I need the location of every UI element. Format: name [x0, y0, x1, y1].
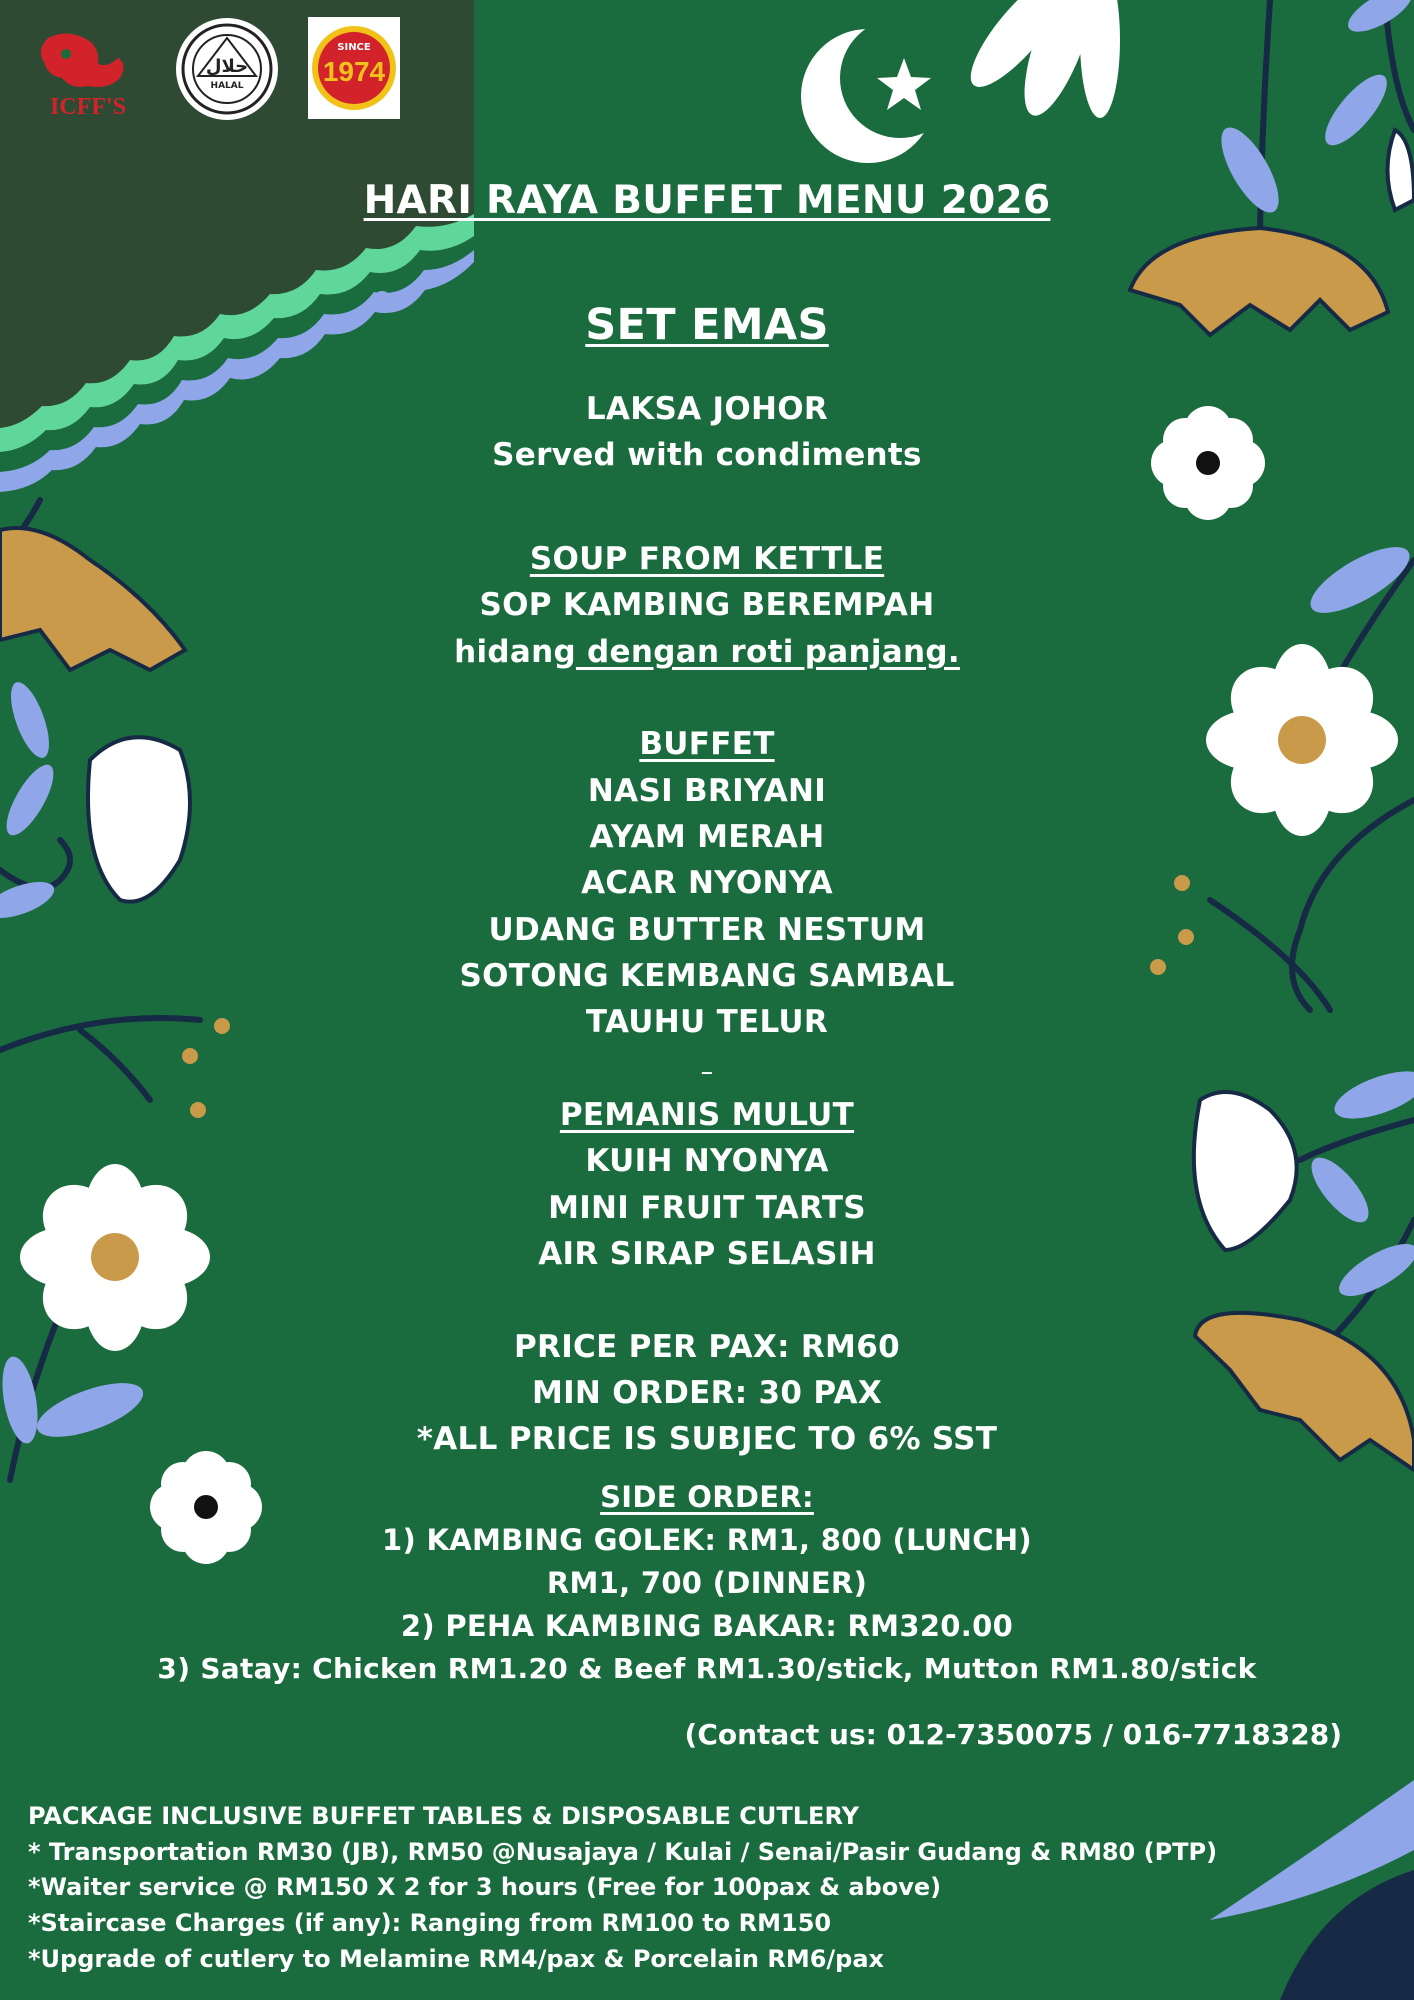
since-logo-year: 1974 — [322, 56, 386, 87]
buffet-separator: _ — [701, 1050, 713, 1074]
contact-info: (Contact us: 012-7350075 / 016-7718328) — [684, 1718, 1342, 1751]
buffet-item: SOTONG KEMBANG SAMBAL — [459, 958, 955, 994]
package-note: *Upgrade of cutlery to Melamine RM4/pax & Porcelain RM6/pax — [28, 1945, 885, 1973]
package-note: *Staircase Charges (if any): Ranging from RM100 to RM150 — [28, 1909, 832, 1937]
halal-logo-arabic: حلال — [205, 56, 249, 77]
icff-logo-text: ICFF'S — [49, 94, 127, 118]
buffet-heading: BUFFET — [639, 726, 775, 762]
buffet-item: AYAM MERAH — [589, 819, 825, 855]
package-note: *Waiter service @ RM150 X 2 for 3 hours (Free for 100pax & above) — [28, 1873, 942, 1901]
price-per-pax: PRICE PER PAX: RM60 — [514, 1329, 900, 1365]
dessert-item: KUIH NYONYA — [585, 1143, 829, 1179]
menu-title: HARI RAYA BUFFET MENU 2026 — [363, 178, 1051, 223]
side-order-heading: SIDE ORDER: — [600, 1480, 814, 1514]
side-order-line: 1) KAMBING GOLEK: RM1, 800 (LUNCH) — [382, 1523, 1032, 1557]
buffet-item: TAUHU TELUR — [585, 1004, 829, 1040]
since-logo-label: SINCE — [337, 42, 371, 53]
package-note: * Transportation RM30 (JB), RM50 @Nusajaya / Kulai / Senai/Pasir Gudang & RM80 (PTP) — [28, 1838, 1218, 1866]
min-order: MIN ORDER: 30 PAX — [531, 1375, 883, 1411]
dessert-heading: PEMANIS MULUT — [559, 1097, 855, 1133]
side-order-line: 2) PEHA KAMBING BAKAR: RM320.00 — [400, 1609, 1014, 1643]
laksa-name: LAKSA JOHOR — [585, 391, 829, 427]
set-name: SET EMAS — [585, 300, 829, 350]
dessert-item: MINI FRUIT TARTS — [548, 1190, 866, 1226]
soup-description — [0, 634, 1414, 670]
soup-heading: SOUP FROM KETTLE — [529, 541, 885, 577]
soup-description-plain: hidang — [454, 634, 576, 670]
soup-name: SOP KAMBING BEREMPAH — [479, 587, 935, 623]
side-order-line: 3) Satay: Chicken RM1.20 & Beef RM1.30/stick, Mutton RM1.80/stick — [157, 1652, 1257, 1685]
halal-logo-text: HALAL — [210, 81, 244, 91]
package-note: PACKAGE INCLUSIVE BUFFET TABLES & DISPOSABLE CUTLERY — [28, 1802, 859, 1830]
buffet-item: UDANG BUTTER NESTUM — [488, 912, 926, 948]
dessert-item: AIR SIRAP SELASIH — [538, 1236, 876, 1272]
buffet-item: NASI BRIYANI — [587, 773, 827, 809]
tax-note: *ALL PRICE IS SUBJEC TO 6% SST — [416, 1421, 998, 1457]
soup-description-underlined: dengan roti panjang. — [575, 634, 960, 670]
laksa-description: Served with condiments — [492, 437, 922, 473]
side-order-line: RM1, 700 (DINNER) — [546, 1566, 868, 1600]
buffet-item: ACAR NYONYA — [581, 865, 833, 901]
